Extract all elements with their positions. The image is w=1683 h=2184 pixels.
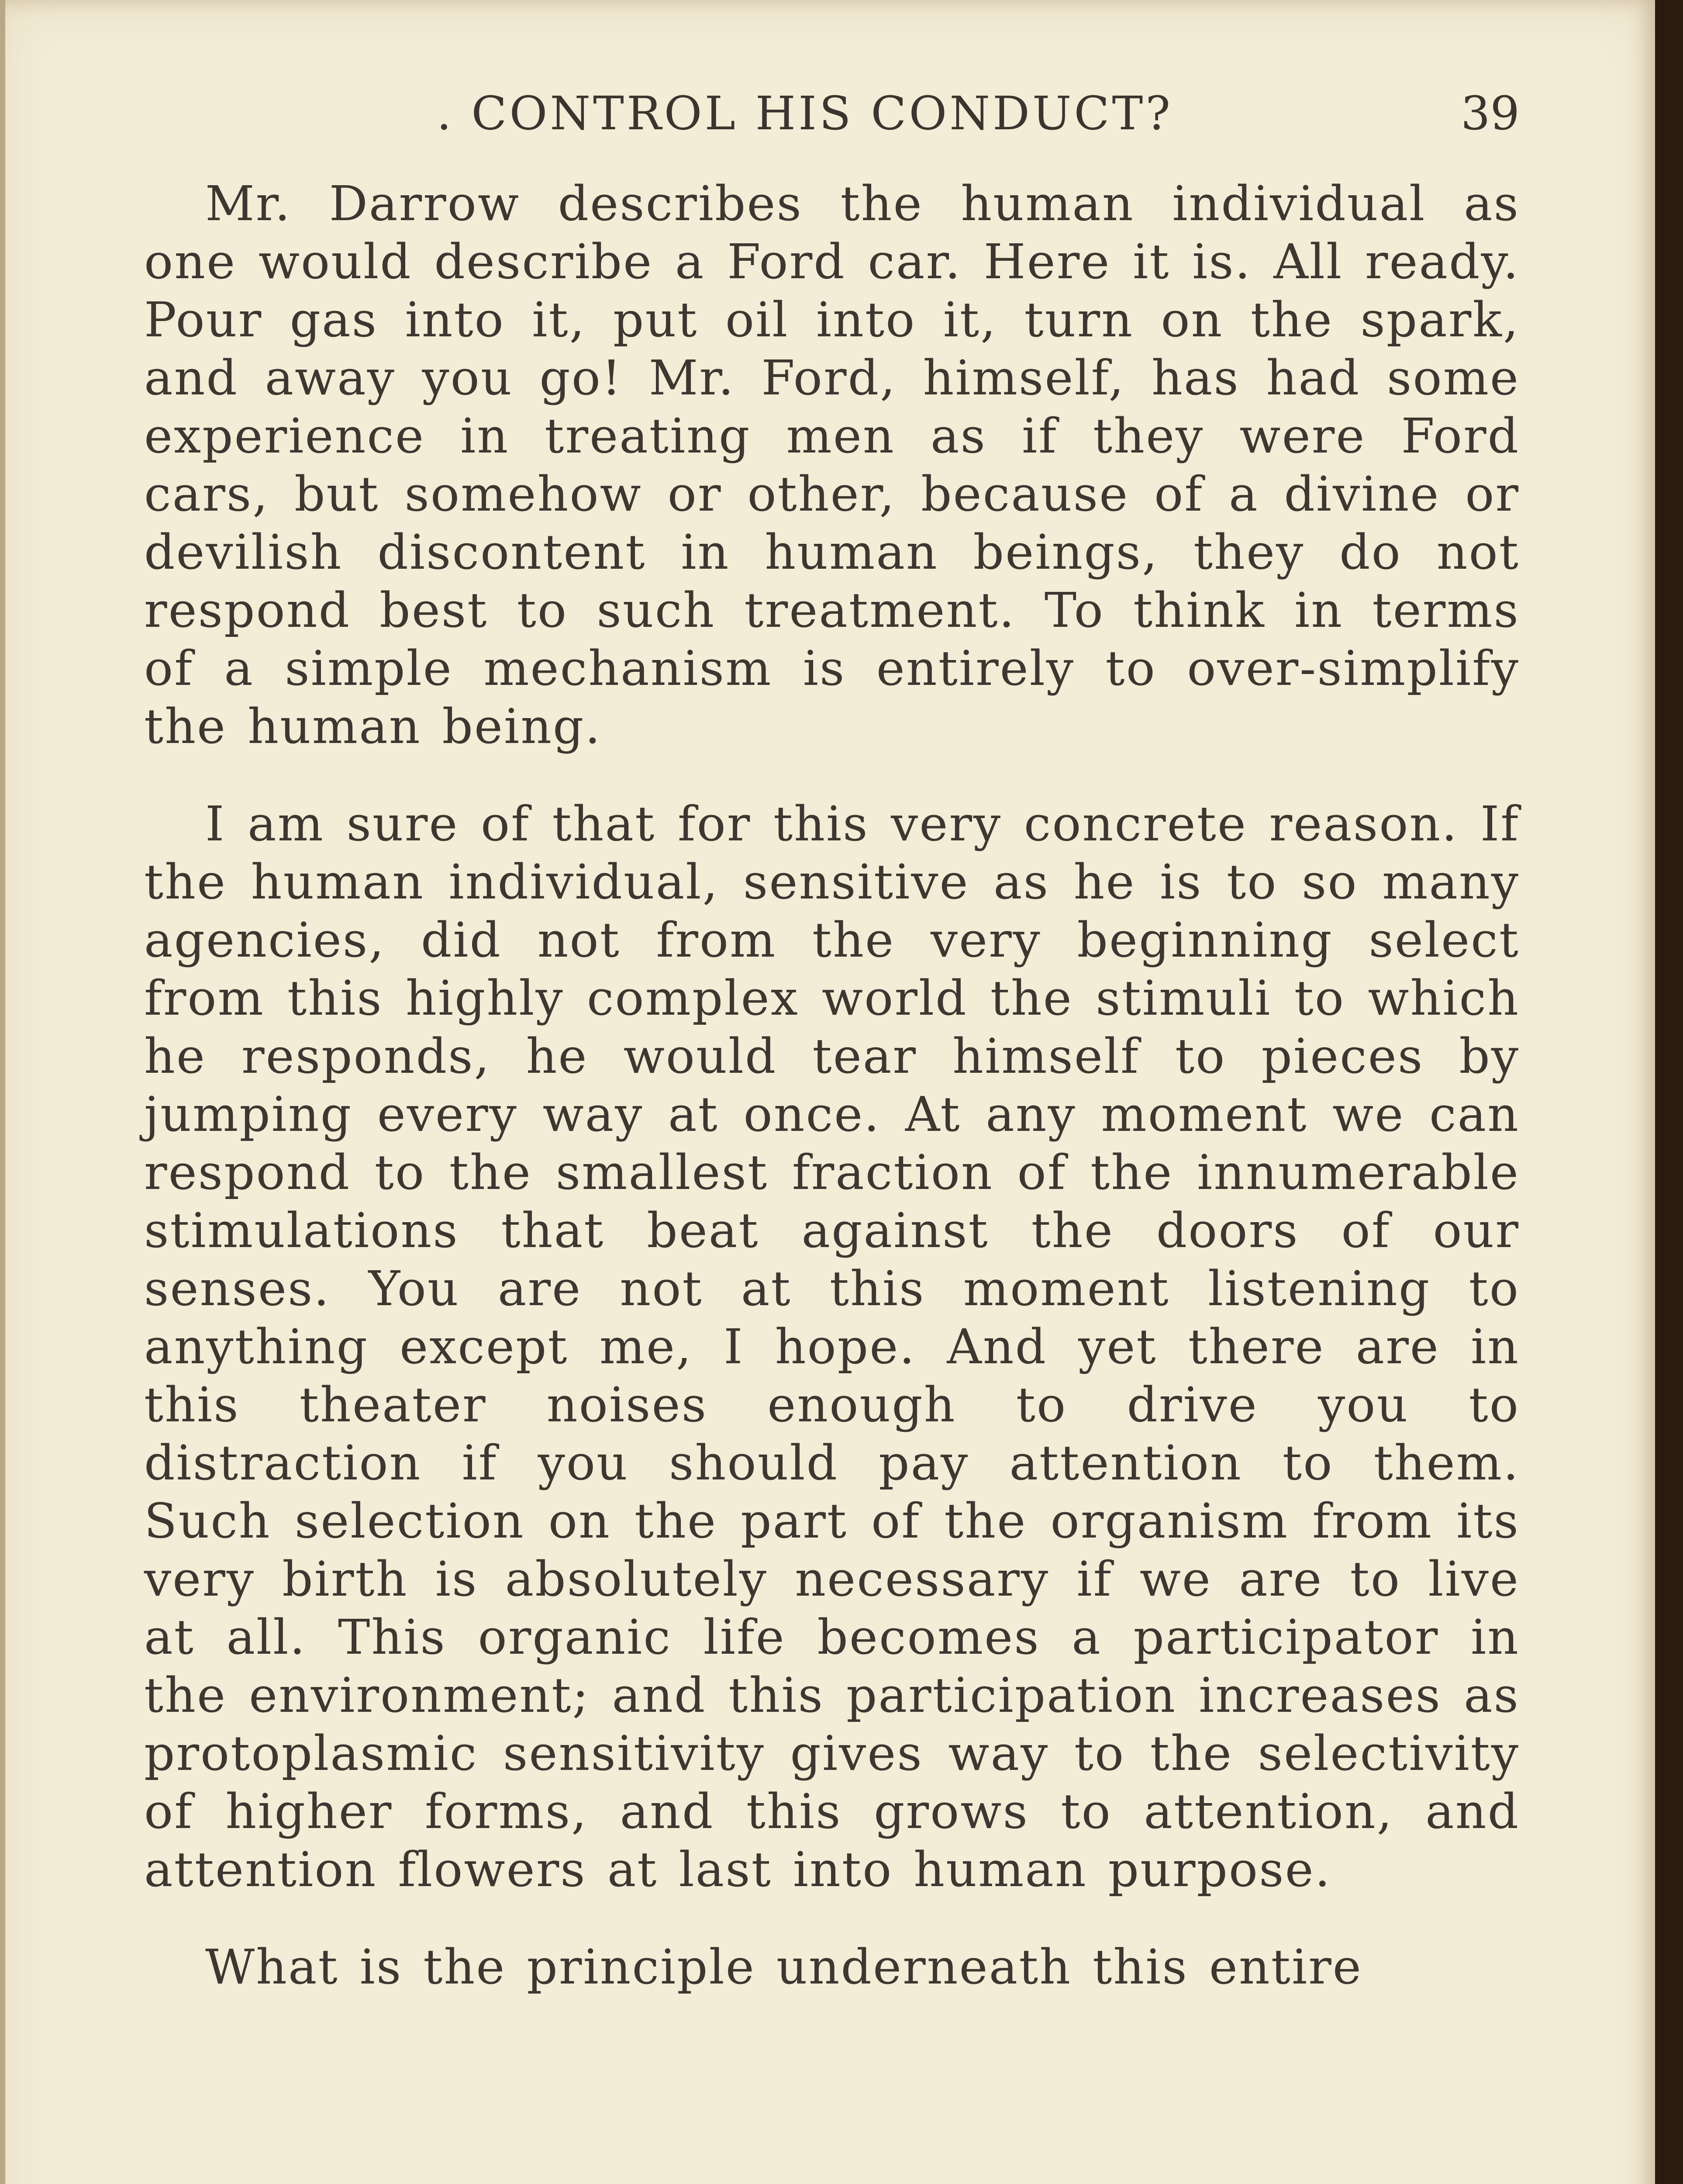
- page-edge: [0, 0, 5, 2184]
- body-text: [144, 175, 1520, 1996]
- running-title: . CONTROL HIS CONDUCT?: [437, 86, 1173, 140]
- paragraph-fragment: What is the principle underneath this entire: [205, 1939, 1362, 1995]
- paragraph: I am sure of that for this very concrete reason. If the human individual, sensitive as he is to so many agencies, did not from the very beginning select from this highly complex world the stimuli to which he responds, he would tear himself to pieces by jumping every way at once. At any moment we can respond to the smallest fraction of the innumerable stimulations that beat against the doors of our senses. You are not at this moment listening to anything except me, I hope. And yet there are in this theater noises enough to drive you to distraction if you should pay attention to them. Such selection on the part of the organism from its very birth is absolutely necessary if we are to live at all. This organic life becomes a participator in the environment; and this participation increases as protoplasmic sensitivity gives way to the selectivity of higher forms, and this grows to attention, and attention flowers at last into human purpose.: [144, 796, 1520, 1897]
- running-header: [140, 79, 1520, 149]
- page-number: 39: [1461, 86, 1520, 140]
- paragraph: Mr. Darrow describes the human individual as one would describe a Ford car. Here it is. All ready. Pour gas into it, put oil into it, turn on the spark, and away you go! Mr. Ford, himself, has had some experience in treating men as if they were Ford cars, but somehow or other, because of a divine or devilish discontent in human beings, they do not respond best to such treatment. To think in terms of a simple mechanism is entirely to over-simplify the human being.: [144, 176, 1520, 754]
